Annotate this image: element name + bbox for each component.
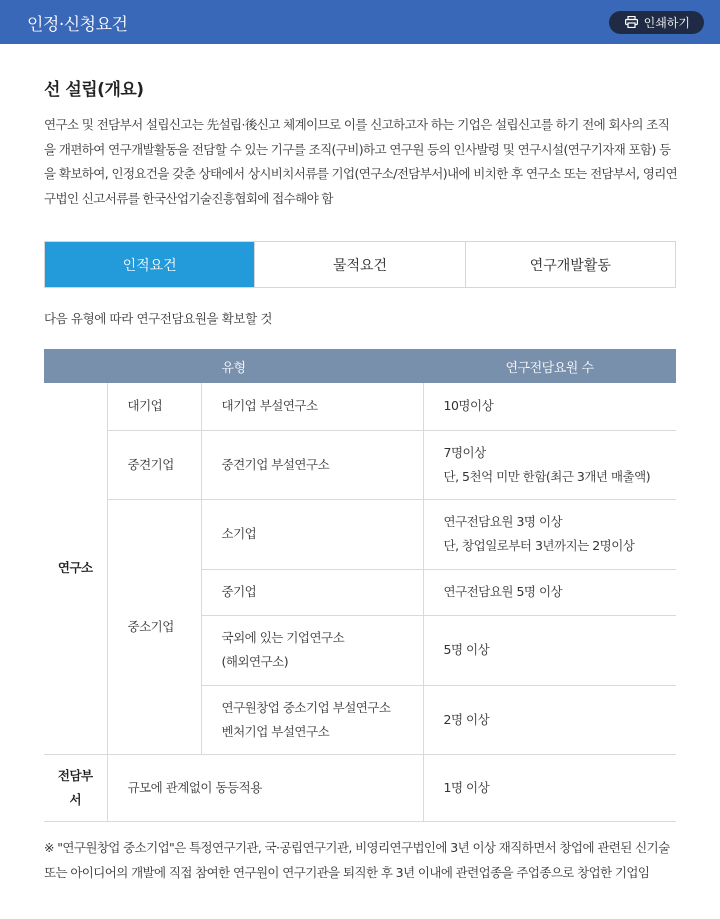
section-title: 선 설립(개요)	[44, 80, 144, 100]
table-header-row	[44, 349, 676, 383]
count-cell: 5명 이상	[423, 615, 676, 685]
count-cell: 연구전담요원 5명 이상	[423, 569, 676, 615]
type-cell: 국외에 있는 기업연구소 (해외연구소)	[201, 615, 423, 685]
footnote: ※ "연구원창업 중소기업"은 특정연구기관, 국·공립연구기관, 비영리연구법인에 3년 이상 재직하면서 창업에 관련된 신기술 또는 아이디어의 개발에 직접 참여한 연구원이 연구기관을 퇴직한 후 3년 이내에 관련업종을 주업종으로 창업한 기업임	[44, 840, 670, 880]
group-research-lab: 연구소	[44, 383, 107, 754]
type-cell: 소기업	[201, 499, 423, 569]
page-title: 인정·신청요건	[27, 14, 128, 35]
type-cell: 대기업 부설연구소	[201, 383, 423, 430]
header-staff-count: 연구전담요원 수	[423, 349, 676, 383]
category-midsize: 중견기업	[107, 430, 201, 499]
printer-icon	[625, 16, 638, 28]
count-cell: 2명 이상	[423, 685, 676, 754]
count-cell: 7명이상 단, 5천억 미만 한함(최근 3개년 매출액)	[423, 430, 676, 499]
type-cell: 연구원창업 중소기업 부설연구소 벤처기업 부설연구소	[201, 685, 423, 754]
print-button-label: 인쇄하기	[643, 15, 690, 30]
table-row	[44, 383, 676, 430]
page-header	[0, 0, 720, 44]
requirements-table	[44, 349, 676, 822]
count-cell: 1명 이상	[423, 754, 676, 821]
tab-rnd-activities[interactable]: 연구개발활동	[465, 242, 675, 287]
tab-physical-requirements[interactable]: 물적요건	[254, 242, 464, 287]
table-row	[44, 430, 676, 499]
table-row	[44, 499, 676, 569]
type-cell: 중기업	[201, 569, 423, 615]
group-research-dept: 전담부 서	[44, 754, 107, 821]
tab-personnel-requirements[interactable]: 인적요건	[45, 242, 254, 287]
type-cell: 규모에 관계없이 동등적용	[107, 754, 423, 821]
count-cell: 연구전담요원 3명 이상 단, 창업일로부터 3년까지는 2명이상	[423, 499, 676, 569]
count-cell: 10명이상	[423, 383, 676, 430]
print-button[interactable]	[609, 11, 704, 34]
type-cell: 중견기업 부설연구소	[201, 430, 423, 499]
requirement-tabs	[44, 241, 676, 288]
category-large: 대기업	[107, 383, 201, 430]
category-sme: 중소기업	[107, 499, 201, 754]
intro-text: 연구소 및 전담부서 설립신고는 先설립·後신고 체계이므로 이를 신고하고자 하는 기업은 설립신고를 하기 전에 회사의 조직을 개편하여 연구개발활동을 전담할 수 있는 기구를 조직(구비)하고 연구원 등의 인사발령 및 연구시설(연구기자재 포함) 등을 확보하여, 인정요건을 갖춘 상태에서 상시비치서류를 기업(연구소/전담부서)내에 비치한 후 연구소 또는 전담부서, 영리연구법인 신고서류를 한국산업기술진흥협회에 접수해야 함	[44, 117, 678, 206]
table-row	[44, 754, 676, 821]
header-type: 유형	[44, 349, 423, 383]
tab-description: 다음 유형에 따라 연구전담요원을 확보할 것	[44, 311, 273, 326]
